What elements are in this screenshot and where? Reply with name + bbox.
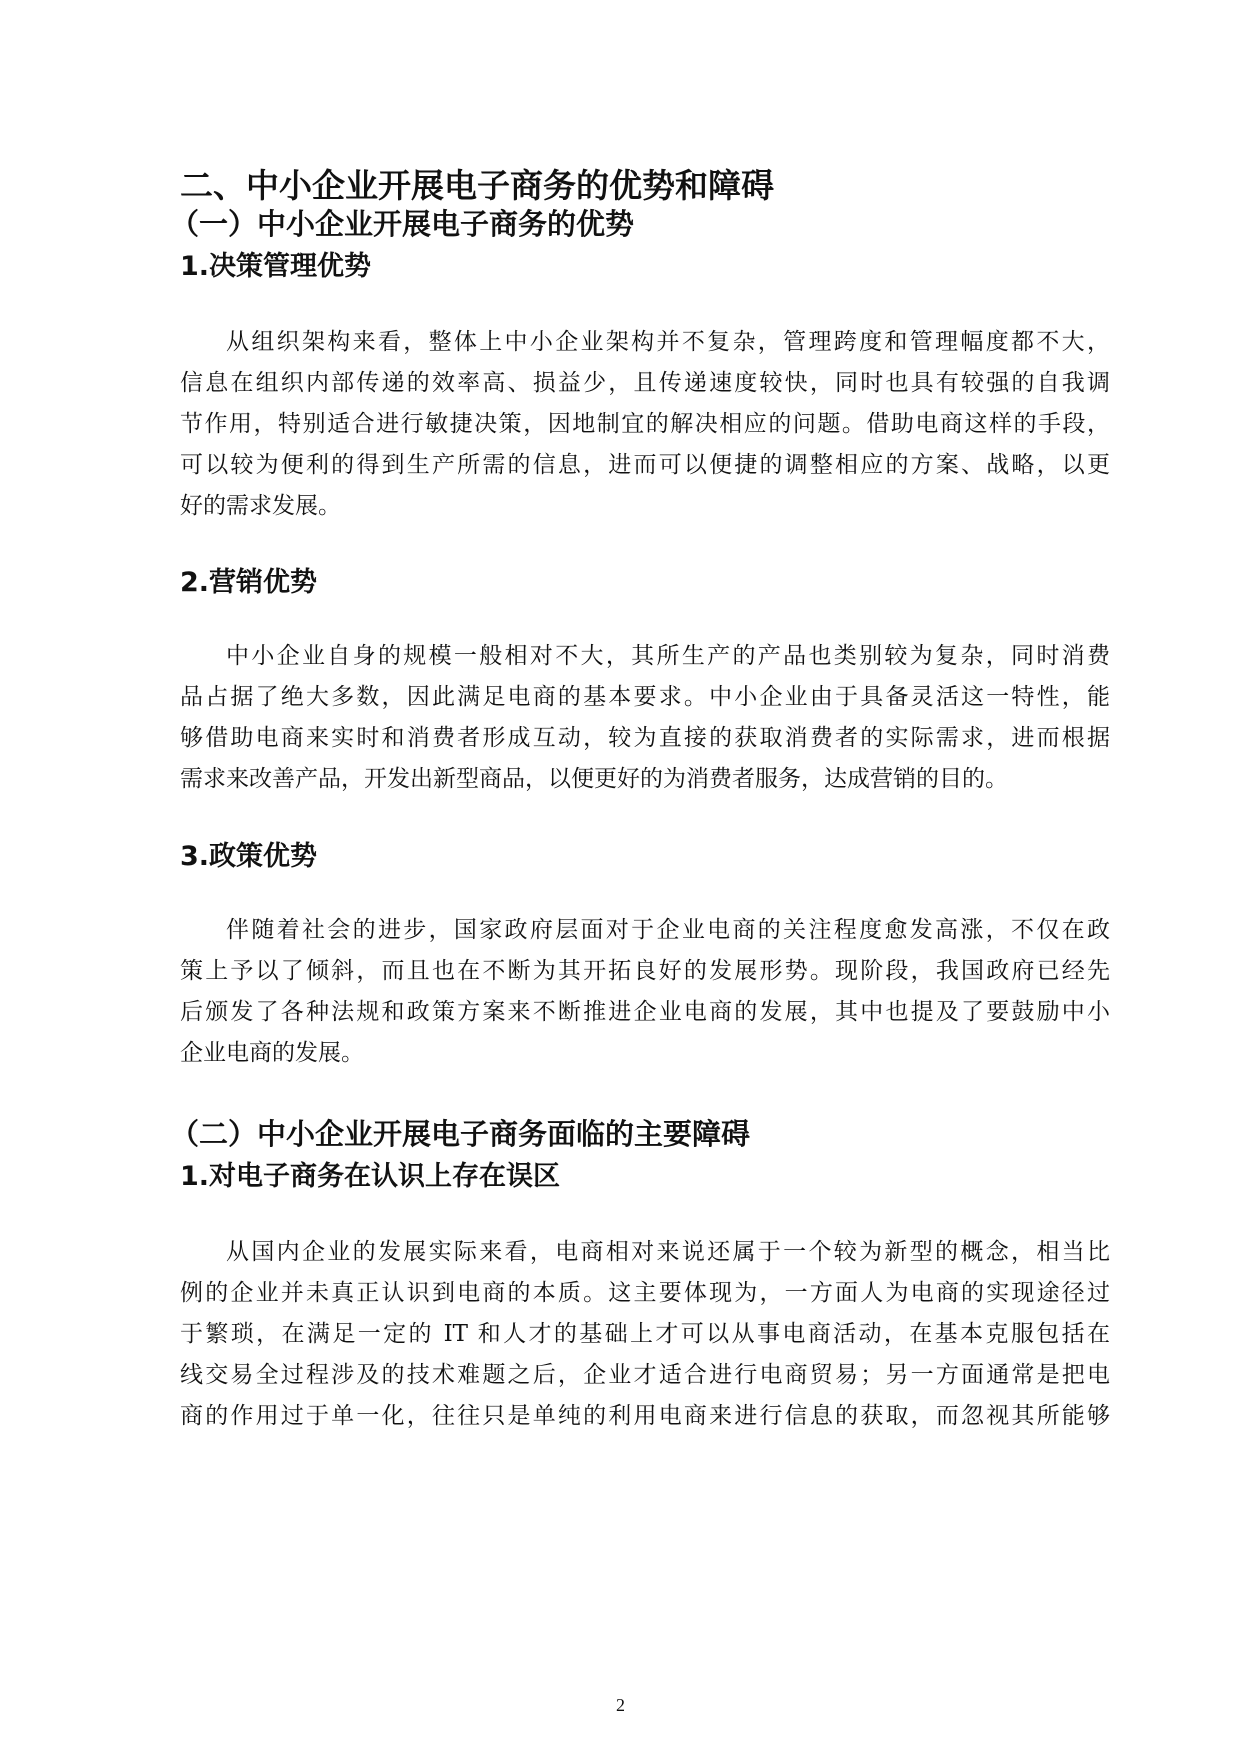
paragraph-line: 从组织架构来看，整体上中小企业架构并不复杂，管理跨度和管理幅度都不大， — [226, 329, 1110, 355]
page-number: 2 — [616, 1695, 625, 1715]
paragraph-line: 商的作用过于单一化，往往只是单纯的利用电商来进行信息的获取，而忽视其所能够 — [180, 1403, 1110, 1429]
heading-decision-management: 1.决策管理优势 — [180, 251, 372, 282]
paragraph-decision-management — [180, 322, 1110, 527]
paragraph-line: 例的企业并未真正认识到电商的本质。这主要体现为，一方面人为电商的实现途径过 — [180, 1280, 1110, 1306]
paragraph-line: 企业电商的发展。 — [180, 1040, 364, 1066]
paragraph-line: 够借助电商来实时和消费者形成互动，较为直接的获取消费者的实际需求，进而根据 — [180, 725, 1110, 751]
paragraph-line: 伴随着社会的进步，国家政府层面对于企业电商的关注程度愈发高涨，不仅在政 — [226, 917, 1110, 943]
paragraph-line: 信息在组织内部传递的效率高、损益少，且传递速度较快，同时也具有较强的自我调 — [180, 370, 1110, 396]
paragraph-marketing — [180, 636, 1110, 800]
paragraph-line: 品占据了绝大多数，因此满足电商的基本要求。中小企业由于具备灵活这一特性，能 — [180, 684, 1110, 710]
paragraph-line: 好的需求发展。 — [180, 493, 341, 519]
paragraph-line: 中小企业自身的规模一般相对不大，其所生产的产品也类别较为复杂，同时消费 — [226, 643, 1110, 669]
paragraph-policy — [180, 910, 1110, 1074]
heading-misconception: 1.对电子商务在认识上存在误区 — [180, 1161, 561, 1192]
paragraph-misconception — [180, 1232, 1110, 1437]
section-heading: 二、中小企业开展电子商务的优势和障碍 — [180, 166, 774, 205]
paragraph-line: 线交易全过程涉及的技术难题之后，企业才适合进行电商贸易；另一方面通常是把电 — [180, 1362, 1110, 1388]
heading-marketing: 2.营销优势 — [180, 567, 318, 598]
paragraph-line: 可以较为便利的得到生产所需的信息，进而可以便捷的调整相应的方案、战略，以更 — [180, 452, 1110, 478]
paragraph-line: 策上予以了倾斜，而且也在不断为其开拓良好的发展形势。现阶段，我国政府已经先 — [180, 958, 1110, 984]
paragraph-line: 节作用，特别适合进行敏捷决策，因地制宜的解决相应的问题。借助电商这样的手段， — [180, 411, 1110, 437]
subsection-heading-advantages: （一）中小企业开展电子商务的优势 — [170, 207, 635, 241]
paragraph-line: 需求来改善产品，开发出新型商品，以便更好的为消费者服务，达成营销的目的。 — [180, 766, 1008, 792]
paragraph-line: 于繁琐，在满足一定的 IT 和人才的基础上才可以从事电商活动，在基本克服包括在 — [180, 1321, 1110, 1347]
heading-policy: 3.政策优势 — [180, 841, 318, 872]
subsection-heading-obstacles: （二）中小企业开展电子商务面临的主要障碍 — [170, 1117, 751, 1151]
paragraph-line: 从国内企业的发展实际来看，电商相对来说还属于一个较为新型的概念，相当比 — [226, 1239, 1110, 1265]
paragraph-line: 后颁发了各种法规和政策方案来不断推进企业电商的发展，其中也提及了要鼓励中小 — [180, 999, 1110, 1025]
